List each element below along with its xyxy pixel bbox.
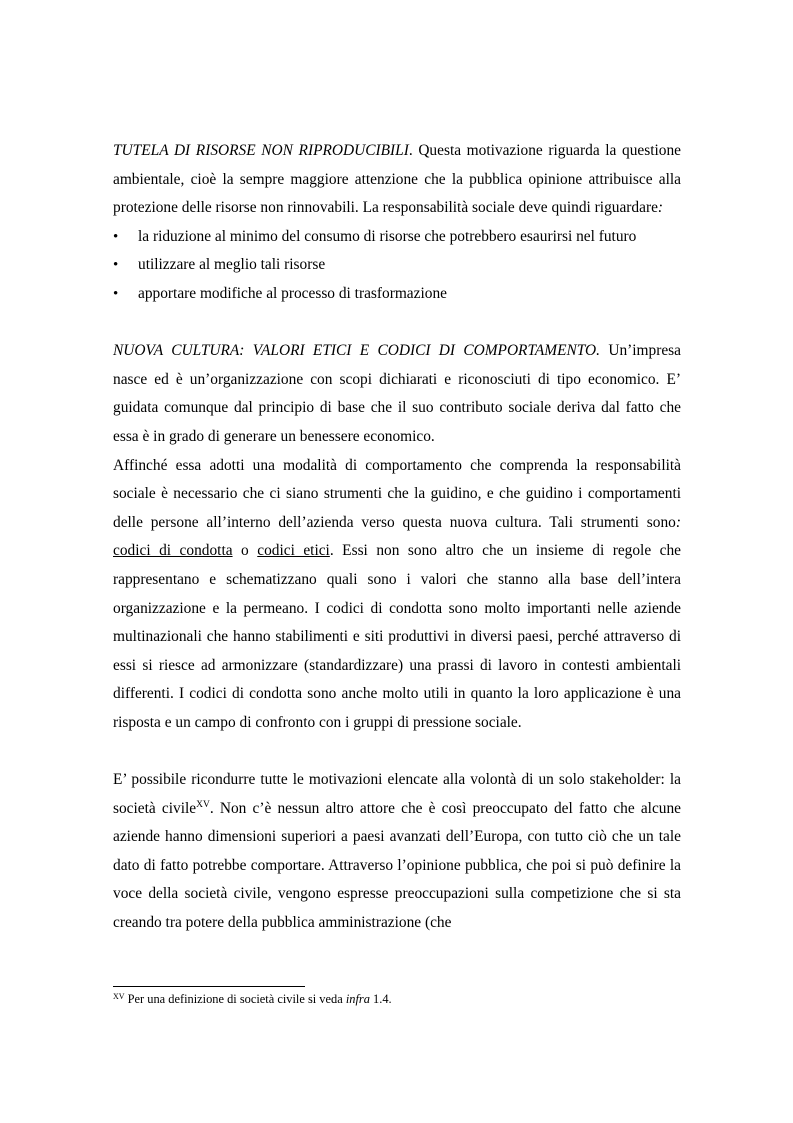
- page-body: [113, 137, 681, 938]
- paragraph-stakeholder-text-a: E’ possibile ricondurre tutte le motivazioni elencate alla volontà di un solo stakeholder: la società civile: [113, 771, 681, 817]
- footnote-italic: infra: [345, 992, 370, 1006]
- heading-tutela: TUTELA DI RISORSE NON RIPRODUCIBILI: [113, 142, 409, 159]
- bullet-list: [113, 223, 681, 309]
- paragraph-affinche-start: Affinché essa adotti una modalità di comportamento che comprenda la responsabilità sociale è necessario che ci siano strumenti che la guidino, e che guidino i comportamenti delle persone all’interno dell’azienda verso questa nuova cultura. Tali strumenti sono: [113, 456, 681, 531]
- bullet-icon: •: [113, 257, 119, 274]
- paragraph-stakeholder: [113, 766, 681, 938]
- list-item: [113, 251, 681, 280]
- list-item-text: utilizzare al meglio tali risorse: [138, 256, 326, 274]
- footnote-mark: XV: [113, 992, 125, 1001]
- paragraph-stakeholder-text-b: . Non c’è nessun altro attore che è così preoccupato del fatto che alcune aziende hanno dimensioni superiori a paesi avanzati dell’Europa, con tutto ciò che un tale dato di fatto potrebbe comportare. Attraverso l’opinione pubblica, che poi si può definire la voce della società civile, vengono espresse preoccupazioni sulla competizione che si sta creando tra potere della pubblica amministrazione (che: [113, 799, 681, 932]
- paragraph-tutela-text: Questa motivazione riguarda la questione ambientale, cioè la sempre maggiore attenzione che la pubblica opinione attribuisce alla protezione delle risorse non rinnovabili. La responsabilità sociale deve quindi riguardare: [113, 142, 682, 217]
- paragraph-tutela-colon: :: [657, 199, 664, 217]
- paragraph-affinche: [113, 452, 681, 738]
- list-item: [113, 223, 681, 252]
- heading-nuova-cultura: NUOVA CULTURA: VALORI ETICI E CODICI DI COMPORTAMENTO.: [113, 342, 601, 360]
- paragraph-affinche-or: o: [232, 542, 258, 560]
- paragraph-affinche-colon: :: [675, 513, 681, 531]
- bullet-icon: •: [113, 285, 119, 302]
- footnote: [113, 991, 392, 1007]
- footnote-text: Per una definizione di società civile si veda: [124, 992, 346, 1006]
- list-item-text: la riduzione al minimo del consumo di risorse che potrebbero esaurirsi nel futuro: [138, 227, 637, 245]
- list-item-text: apportare modifiche al processo di trasformazione: [138, 284, 447, 302]
- bullet-icon: •: [113, 228, 119, 245]
- paragraph-affinche-end: . Essi non sono altro che un insieme di regole che rappresentano e schematizzano quali sono i valori che stanno alla base dell’intera organizzazione e la permeano. I codici di condotta sono molto importanti nelle aziende multinazionali che hanno stabilimenti e siti produttivi in diversi paesi, perché attraverso di essi si riesce ad armonizzare (standardizzare) una prassi di lavoro in contesti ambientali differenti. I codici di condotta sono anche molto utili in quanto la loro applicazione è una risposta e un campo di confronto con i gruppi di pressione sociale.: [113, 542, 682, 731]
- heading-tutela-period: .: [408, 142, 413, 159]
- paragraph-nuova-cultura: [113, 337, 681, 451]
- underlined-term-codici-etici: codici etici: [257, 542, 330, 560]
- paragraph-gap: [113, 737, 681, 766]
- underlined-term-codici-condotta: codici di condotta: [113, 542, 233, 560]
- footnote-divider: [113, 986, 305, 987]
- list-item: [113, 280, 681, 309]
- paragraph-tutela: [113, 137, 681, 223]
- footnote-reference: XV: [196, 799, 210, 810]
- footnote-tail: 1.4.: [369, 992, 392, 1006]
- paragraph-gap: [113, 309, 681, 338]
- paragraph-nuova-cultura-text: Un’impresa nasce ed è un’organizzazione con scopi dichiarati e riconosciuti di tipo economico. E’ guidata comunque dal principio di base che il suo contributo sociale deriva dal fatto che essa è in grado di generare un benessere economico.: [113, 342, 681, 445]
